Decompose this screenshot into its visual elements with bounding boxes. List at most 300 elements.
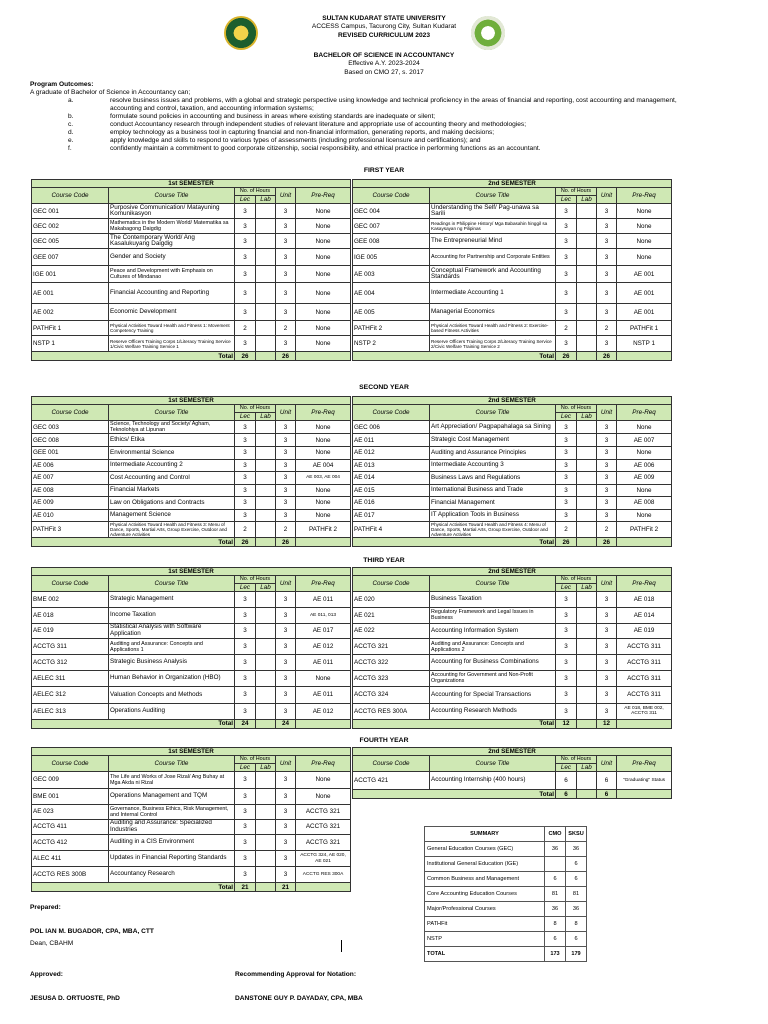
summary-label: TOTAL xyxy=(425,947,545,962)
course-units: 3 xyxy=(276,459,296,472)
course-title-header: Course Title xyxy=(109,188,235,204)
lab-hours xyxy=(256,703,276,719)
course-code: AE 003 xyxy=(353,266,430,283)
course-code: ALEC 411 xyxy=(32,851,109,867)
lec-hours: 3 xyxy=(556,703,577,719)
course-title: Environmental Science xyxy=(109,447,235,460)
course-prereq: ACCTG 311 xyxy=(617,639,672,655)
course-title: Strategic Cost Management xyxy=(430,434,556,447)
course-title: Accounting for Special Transactions xyxy=(430,687,556,704)
lab-hours xyxy=(577,687,597,704)
course-prereq: AE 011 xyxy=(296,592,351,608)
course-row xyxy=(353,234,672,249)
hours-header: No. of Hours xyxy=(556,576,597,584)
outcome-text: employ technology as a business tool in capturing financial and non-financial information, generating reports, and making decisions; xyxy=(110,129,495,136)
course-title: Science, Technology and Society/ Agham, Teknolohiya at Lipunan xyxy=(109,421,235,434)
lec-hours: 3 xyxy=(556,434,577,447)
course-units: 3 xyxy=(276,623,296,639)
total-units: 21 xyxy=(276,883,296,892)
course-prereq: None xyxy=(617,421,672,434)
course-title: Peace and Development with Emphasis on Cultures of Mindanao xyxy=(109,266,235,283)
lab-hours xyxy=(256,304,276,321)
course-units: 3 xyxy=(276,851,296,867)
summary-label: NSTP xyxy=(425,932,545,947)
lec-hours: 3 xyxy=(556,219,577,234)
summary-sksu-header: SKSU xyxy=(566,827,587,842)
course-row xyxy=(353,249,672,266)
course-title-header: Course Title xyxy=(109,576,235,592)
course-code: ACCTG 412 xyxy=(32,835,109,851)
course-code: NSTP 1 xyxy=(32,336,109,352)
total-filler xyxy=(296,538,351,547)
course-row xyxy=(32,703,351,719)
course-code: ACCTG 311 xyxy=(32,639,109,655)
lab-hours xyxy=(577,249,597,266)
semester-label: 2nd SEMESTER xyxy=(353,397,672,405)
course-code: AE 004 xyxy=(353,283,430,304)
total-lab xyxy=(577,538,597,547)
lab-hours xyxy=(577,623,597,639)
hours-header: No. of Hours xyxy=(235,188,276,196)
course-code: ACCTG 321 xyxy=(353,639,430,655)
course-code: AE 020 xyxy=(353,592,430,608)
course-code: GEC 002 xyxy=(32,219,109,234)
lec-hours: 2 xyxy=(556,522,577,538)
semester-table xyxy=(31,567,351,729)
course-row xyxy=(32,447,351,460)
course-title: Intermediate Accounting 1 xyxy=(430,283,556,304)
lab-hours xyxy=(577,608,597,624)
course-title: Physical Activities Toward Health and Fitness 3: Menu of Dance, Sports, Martial Arts, Group Exercise, Outdoor and Adventure Activities xyxy=(109,522,235,538)
semester-label: 1st SEMESTER xyxy=(32,180,351,188)
course-title: Cost Accounting and Control xyxy=(109,472,235,485)
course-units: 3 xyxy=(597,509,617,522)
lec-hours: 3 xyxy=(556,266,577,283)
lab-hours xyxy=(256,283,276,304)
hours-header: No. of Hours xyxy=(235,756,276,764)
course-prereq: None xyxy=(296,497,351,510)
course-code: AE 005 xyxy=(353,304,430,321)
course-title-header: Course Title xyxy=(430,756,556,772)
total-units: 24 xyxy=(276,719,296,728)
course-row xyxy=(353,336,672,352)
course-title: Accounting for Business Combinations xyxy=(430,655,556,671)
course-units: 3 xyxy=(597,459,617,472)
total-row xyxy=(353,719,672,728)
total-label: Total xyxy=(32,883,235,892)
course-units: 3 xyxy=(597,336,617,352)
course-units: 3 xyxy=(597,447,617,460)
course-units: 3 xyxy=(597,608,617,624)
lec-hours: 3 xyxy=(235,249,256,266)
lec-hours: 3 xyxy=(235,608,256,624)
lec-hours: 3 xyxy=(235,447,256,460)
course-units: 3 xyxy=(597,204,617,219)
summary-sksu: 36 xyxy=(566,902,587,917)
summary-sksu: 179 xyxy=(566,947,587,962)
lec-hours: 3 xyxy=(235,804,256,819)
total-units: 12 xyxy=(597,719,617,728)
total-lec: 24 xyxy=(235,719,256,728)
outcome-text: apply knowledge and skills to respond to various types of assessments (including professional licensure and certifications); and xyxy=(110,137,481,144)
lec-hours: 3 xyxy=(556,234,577,249)
total-label: Total xyxy=(353,719,556,728)
total-label: Total xyxy=(353,790,556,799)
lab-hours xyxy=(256,835,276,851)
semester-table xyxy=(352,747,672,799)
course-units: 3 xyxy=(276,670,296,687)
total-row xyxy=(32,719,351,728)
summary-sksu: 36 xyxy=(566,842,587,857)
course-code: AE 019 xyxy=(32,623,109,639)
course-prereq: None xyxy=(617,484,672,497)
course-prereq: AE 017 xyxy=(296,623,351,639)
course-code: BME 002 xyxy=(32,592,109,608)
course-units: 3 xyxy=(276,472,296,485)
lab-hours xyxy=(577,472,597,485)
lec-header: Lec xyxy=(556,584,577,592)
semester-table xyxy=(31,747,351,892)
course-prereq: None xyxy=(617,204,672,219)
year-label: FIRST YEAR xyxy=(363,167,405,174)
course-units: 3 xyxy=(597,639,617,655)
unit-header: Unit xyxy=(597,188,617,204)
course-units: 3 xyxy=(276,421,296,434)
summary-label: Major/Professional Courses xyxy=(425,902,545,917)
course-title: Understanding the Self/ Pag-unawa sa Sarili xyxy=(430,204,556,219)
course-row xyxy=(32,234,351,249)
lab-hours xyxy=(577,304,597,321)
total-lab xyxy=(577,719,597,728)
total-lab xyxy=(256,538,276,547)
lec-hours: 3 xyxy=(235,421,256,434)
course-units: 3 xyxy=(276,788,296,804)
course-title: Gender and Society xyxy=(109,249,235,266)
course-prereq: AE 018 xyxy=(617,592,672,608)
total-units: 26 xyxy=(597,538,617,547)
lab-hours xyxy=(256,472,276,485)
course-prereq: AE 014 xyxy=(617,608,672,624)
course-row xyxy=(353,447,672,460)
year-label: THIRD YEAR xyxy=(363,557,405,564)
course-prereq: None xyxy=(617,234,672,249)
lab-hours xyxy=(256,509,276,522)
course-title: Ethics/ Etika xyxy=(109,434,235,447)
lab-hours xyxy=(256,421,276,434)
lab-hours xyxy=(577,655,597,671)
course-title: Business Laws and Regulations xyxy=(430,472,556,485)
semester-table xyxy=(31,179,351,361)
outcome-letter: a. xyxy=(68,97,74,104)
course-row xyxy=(32,522,351,538)
lec-hours: 3 xyxy=(556,304,577,321)
course-title-header: Course Title xyxy=(430,576,556,592)
approved-label: Approved: xyxy=(30,971,63,978)
cmo-basis: Based on CMO 27, s. 2017 xyxy=(344,68,424,76)
course-prereq: None xyxy=(296,484,351,497)
outcome-item xyxy=(30,113,730,121)
course-prereq: AE 019 xyxy=(617,623,672,639)
course-row xyxy=(353,522,672,538)
summary-cmo xyxy=(545,857,566,872)
course-code: ACCTG 411 xyxy=(32,819,109,835)
course-title: Operations Management and TQM xyxy=(109,788,235,804)
lec-hours: 3 xyxy=(235,509,256,522)
revised-curriculum: REVISED CURRICULUM 2023 xyxy=(338,31,430,39)
course-row xyxy=(353,304,672,321)
prepared-label: Prepared: xyxy=(30,904,61,911)
course-prereq: None xyxy=(296,321,351,336)
lec-hours: 3 xyxy=(235,639,256,655)
course-prereq: None xyxy=(296,434,351,447)
course-title-header: Course Title xyxy=(430,188,556,204)
course-code: AE 012 xyxy=(353,447,430,460)
lec-hours: 3 xyxy=(235,819,256,835)
course-units: 3 xyxy=(597,234,617,249)
lab-hours xyxy=(256,484,276,497)
outcome-letter: f. xyxy=(68,145,72,152)
course-prereq: None xyxy=(617,219,672,234)
course-title: Readings in Philippine History/ Mga Babasahin hinggil sa Kasaysayan ng Pilipinas xyxy=(430,219,556,234)
outcome-letter: d. xyxy=(68,129,74,136)
summary-label: General Education Courses (GEC) xyxy=(425,842,545,857)
course-row xyxy=(353,687,672,704)
course-row xyxy=(32,204,351,219)
course-title: International Business and Trade xyxy=(430,484,556,497)
course-code: AELEC 312 xyxy=(32,687,109,704)
lec-hours: 3 xyxy=(235,788,256,804)
course-title: Income Taxation xyxy=(109,608,235,624)
lab-hours xyxy=(256,608,276,624)
total-row xyxy=(32,538,351,547)
course-prereq: None xyxy=(617,447,672,460)
summary-label: PATHFit xyxy=(425,917,545,932)
course-prereq: AE 011 xyxy=(296,687,351,704)
course-row xyxy=(32,421,351,434)
lec-hours: 2 xyxy=(235,321,256,336)
course-code: AELEC 311 xyxy=(32,670,109,687)
course-units: 3 xyxy=(597,434,617,447)
course-title: Reserve Officers Training Corps 2/Literacy Training Service 2/Civic Welfare Training Service 2 xyxy=(430,336,556,352)
course-units: 6 xyxy=(597,772,617,790)
lab-hours xyxy=(577,522,597,538)
lec-header: Lec xyxy=(235,764,256,772)
course-code: AE 006 xyxy=(32,459,109,472)
course-prereq: AE 001 xyxy=(617,266,672,283)
course-units: 3 xyxy=(276,509,296,522)
course-units: 3 xyxy=(276,804,296,819)
course-code: GEC 009 xyxy=(32,772,109,789)
course-units: 3 xyxy=(597,623,617,639)
course-row xyxy=(32,472,351,485)
course-title: Auditing and Assurance Principles xyxy=(430,447,556,460)
course-row xyxy=(32,283,351,304)
course-prereq: None xyxy=(296,283,351,304)
course-row xyxy=(353,266,672,283)
course-code: ACCTG 323 xyxy=(353,670,430,687)
course-row xyxy=(32,804,351,819)
prereq-header: Pre-Req xyxy=(296,188,351,204)
lab-hours xyxy=(256,266,276,283)
course-row xyxy=(353,219,672,234)
lab-hours xyxy=(577,639,597,655)
course-units: 3 xyxy=(597,266,617,283)
lab-hours xyxy=(256,434,276,447)
course-prereq: None xyxy=(296,304,351,321)
course-row xyxy=(32,835,351,851)
course-prereq: ACCTG 311 xyxy=(617,687,672,704)
course-units: 3 xyxy=(276,772,296,789)
lab-hours xyxy=(577,421,597,434)
lab-hours xyxy=(256,447,276,460)
course-prereq: AE 001 xyxy=(617,283,672,304)
lec-hours: 3 xyxy=(235,484,256,497)
course-units: 3 xyxy=(276,219,296,234)
course-prereq: AE 006 xyxy=(617,459,672,472)
course-code: BME 001 xyxy=(32,788,109,804)
course-row xyxy=(353,459,672,472)
course-title: Conceptual Framework and Accounting Standards xyxy=(430,266,556,283)
total-label: Total xyxy=(32,538,235,547)
lec-hours: 3 xyxy=(235,655,256,671)
course-code-header: Course Code xyxy=(32,576,109,592)
course-units: 3 xyxy=(597,283,617,304)
course-title: IT Application Tools in Business xyxy=(430,509,556,522)
course-units: 2 xyxy=(597,522,617,538)
course-prereq: None xyxy=(296,204,351,219)
outcome-letter: c. xyxy=(68,121,74,128)
semester-table xyxy=(31,396,351,547)
course-row xyxy=(32,819,351,835)
lab-hours xyxy=(577,204,597,219)
course-code-header: Course Code xyxy=(32,188,109,204)
total-lab xyxy=(577,790,597,799)
summary-cmo: 6 xyxy=(545,872,566,887)
course-title: The Entrepreneurial Mind xyxy=(430,234,556,249)
lec-hours: 3 xyxy=(235,851,256,867)
course-units: 3 xyxy=(597,670,617,687)
prereq-header: Pre-Req xyxy=(617,756,672,772)
course-code: GEC 003 xyxy=(32,421,109,434)
outcome-item xyxy=(30,137,730,145)
course-prereq: ACCTG 311 xyxy=(617,670,672,687)
course-title: Operations Auditing xyxy=(109,703,235,719)
unit-header: Unit xyxy=(597,405,617,421)
prereq-header: Pre-Req xyxy=(617,405,672,421)
course-row xyxy=(353,204,672,219)
course-code: AE 002 xyxy=(32,304,109,321)
summary-header-row xyxy=(425,827,587,842)
course-title: Strategic Business Analysis xyxy=(109,655,235,671)
course-code: PATHFit 4 xyxy=(353,522,430,538)
course-code: PATHFit 1 xyxy=(32,321,109,336)
lab-hours xyxy=(256,219,276,234)
course-code: AE 008 xyxy=(32,484,109,497)
course-title: Law on Obligations and Contracts xyxy=(109,497,235,510)
course-prereq: ACCTG RES 300A xyxy=(296,867,351,883)
course-prereq: None xyxy=(296,219,351,234)
total-row xyxy=(353,538,672,547)
course-row xyxy=(353,283,672,304)
total-lec: 26 xyxy=(556,352,577,361)
summary-row xyxy=(425,947,587,962)
course-title: Physical Activities Toward Health and Fitness 4: Menu of Dance, Sports, Martial Arts, Group Exercise, Outdoor and Adventure Activities xyxy=(430,522,556,538)
year-label: FOURTH YEAR xyxy=(359,737,409,744)
course-code: ACCTG 324 xyxy=(353,687,430,704)
semester-label: 2nd SEMESTER xyxy=(353,568,672,576)
course-code: GEE 007 xyxy=(32,249,109,266)
course-prereq: AE 001 xyxy=(617,304,672,321)
summary-cmo: 173 xyxy=(545,947,566,962)
course-row xyxy=(353,608,672,624)
lab-hours xyxy=(577,459,597,472)
course-prereq: None xyxy=(296,266,351,283)
total-label: Total xyxy=(353,538,556,547)
course-units: 3 xyxy=(276,447,296,460)
year-label: SECOND YEAR xyxy=(359,384,409,391)
course-title: Governance, Business Ethics, Risk Management, and Internal Control xyxy=(109,804,235,819)
lec-hours: 3 xyxy=(556,204,577,219)
summary-cmo: 8 xyxy=(545,917,566,932)
lec-header: Lec xyxy=(235,413,256,421)
lab-hours xyxy=(256,336,276,352)
course-code: IGE 005 xyxy=(353,249,430,266)
course-prereq: ACCTG 321 xyxy=(296,819,351,835)
summary-table xyxy=(424,826,587,962)
semester-label: 1st SEMESTER xyxy=(32,397,351,405)
course-title: Reserve Officers Training Corps 1/Literacy Training Service 1/Civic Welfare Training Service 1 xyxy=(109,336,235,352)
semester-table xyxy=(352,396,672,547)
course-title: Economic Development xyxy=(109,304,235,321)
semester-label: 1st SEMESTER xyxy=(32,568,351,576)
lab-header: Lab xyxy=(577,413,597,421)
course-code: AE 015 xyxy=(353,484,430,497)
course-row xyxy=(353,484,672,497)
course-prereq: PATHFit 2 xyxy=(296,522,351,538)
course-units: 3 xyxy=(276,639,296,655)
course-units: 3 xyxy=(276,819,296,835)
summary-row xyxy=(425,857,587,872)
course-code: GEC 005 xyxy=(32,234,109,249)
recommending-name: DANSTONE GUY P. DAYADAY, CPA, MBA xyxy=(235,995,363,1002)
course-title: Accountancy Research xyxy=(109,867,235,883)
course-code: AE 001 xyxy=(32,283,109,304)
hours-header: No. of Hours xyxy=(556,756,597,764)
lab-header: Lab xyxy=(256,764,276,772)
course-prereq: AE 007 xyxy=(617,434,672,447)
course-units: 3 xyxy=(276,592,296,608)
lab-hours xyxy=(256,819,276,835)
total-units: 26 xyxy=(276,352,296,361)
lec-hours: 3 xyxy=(235,497,256,510)
total-lab xyxy=(256,883,276,892)
unit-header: Unit xyxy=(276,405,296,421)
summary-row xyxy=(425,917,587,932)
course-units: 3 xyxy=(276,655,296,671)
course-title: Management Science xyxy=(109,509,235,522)
course-prereq: "Graduating" Status xyxy=(617,772,672,790)
course-code: AE 023 xyxy=(32,804,109,819)
course-row xyxy=(32,219,351,234)
course-row xyxy=(32,592,351,608)
course-title: Accounting for Partnership and Corporate Entities xyxy=(430,249,556,266)
course-title: Human Behavior in Organization (HBO) xyxy=(109,670,235,687)
course-row xyxy=(353,623,672,639)
course-units: 3 xyxy=(597,592,617,608)
course-code: AE 022 xyxy=(353,623,430,639)
course-units: 3 xyxy=(276,249,296,266)
course-title: Accounting Information System xyxy=(430,623,556,639)
